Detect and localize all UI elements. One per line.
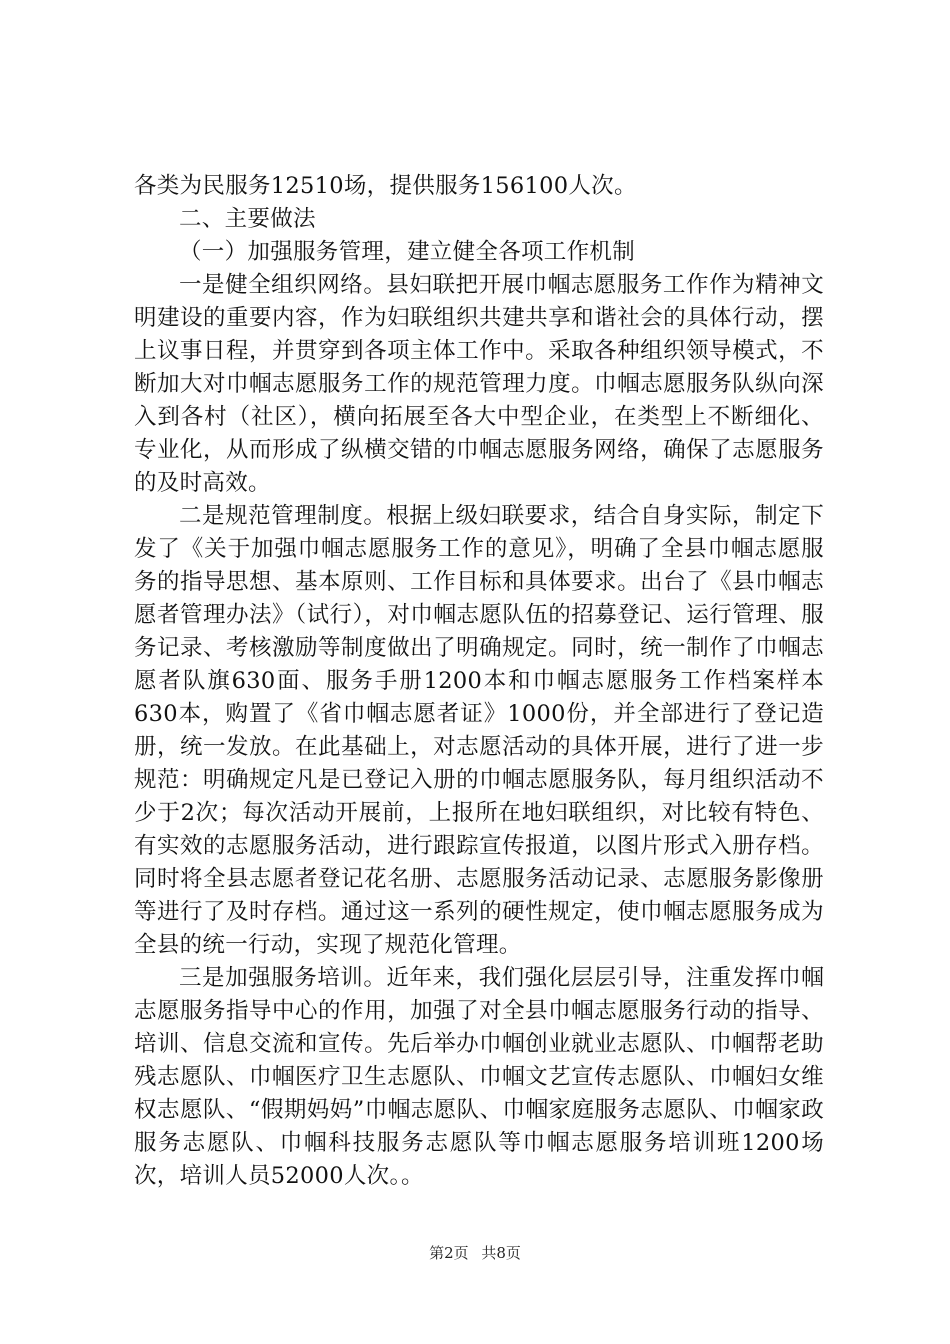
document-body [134,170,824,1193]
paragraph-management-system: 二是规范管理制度。根据上级妇联要求，结合自身实际，制定下发了《关于加强巾帼志愿服务工作的意见》，明确了全县巾帼志愿服务的指导思想、基本原则、工作目标和具体要求。出台了《县巾帼志愿者管理办法》（试行），对巾帼志愿队伍的招募登记、运行管理、服务记录、考核激励等制度做出了明确规定。同时，统一制作了巾帼志愿者队旗630面、服务手册1200本和巾帼志愿服务工作档案样本630本，购置了《省巾帼志愿者证》1000份，并全部进行了登记造册，统一发放。在此基础上，对志愿活动的具体开展，进行了进一步规范：明确规定凡是已登记入册的巾帼志愿服务队，每月组织活动不少于2次；每次活动开展前，上报所在地妇联组织，对比较有特色、有实效的志愿服务活动，进行跟踪宣传报道，以图片形式入册存档。同时将全县志愿者登记花名册、志愿服务活动记录、志愿服务影像册等进行了及时存档。通过这一系列的硬性规定，使巾帼志愿服务成为全县的统一行动，实现了规范化管理。 [134,503,824,958]
paragraph-service-training: 三是加强服务培训。近年来，我们强化层层引导，注重发挥巾帼志愿服务指导中心的作用，加强了对全县巾帼志愿服务行动的指导、培训、信息交流和宣传。先后举办巾帼创业就业志愿队、巾帼帮老助残志愿队、巾帼医疗卫生志愿队、巾帼文艺宣传志愿队、巾帼妇女维权志愿队、“假期妈妈”巾帼志愿队、巾帼家庭服务志愿队、巾帼家政服务志愿队、巾帼科技服务志愿队等巾帼志愿服务培训班1200场次，培训人员52000人次。。 [134,965,824,1189]
subsection-heading: （一）加强服务管理，建立健全各项工作机制 [179,239,636,265]
section-heading: 二、主要做法 [179,206,316,232]
page-footer [0,1243,950,1263]
paragraph-organization-network: 一是健全组织网络。县妇联把开展巾帼志愿服务工作作为精神文明建设的重要内容，作为妇联组织共建共享和谐社会的具体行动，摆上议事日程，并贯穿到各项主体工作中。采取各种组织领导模式，不断加大对巾帼志愿服务工作的规范管理力度。巾帼志愿服务队纵向深入到各村（社区），横向拓展至各大中型企业，在类型上不断细化、专业化，从而形成了纵横交错的巾帼志愿服务网络，确保了志愿服务的及时高效。 [134,272,824,496]
page-total: 共8页 [481,1244,521,1262]
page-number: 第2页 [429,1244,469,1262]
paragraph-continuation: 各类为民服务12510场，提供服务156100人次。 [134,173,637,199]
